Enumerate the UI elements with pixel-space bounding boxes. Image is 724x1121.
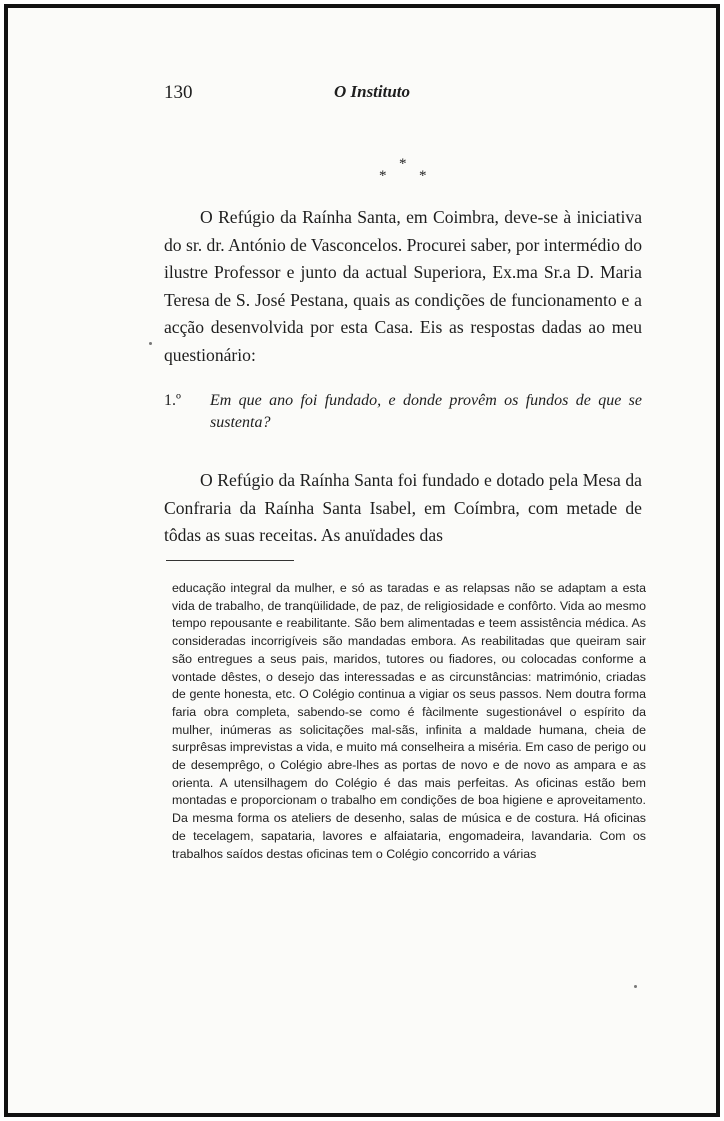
- section-separator: [363, 154, 443, 184]
- star-left: *: [379, 168, 387, 184]
- footnote-rule: [166, 560, 294, 561]
- page-header: [8, 82, 716, 106]
- scan-speck: [149, 342, 152, 345]
- paragraph-2: O Refúgio da Raínha Santa foi fundado e dotado pela Mesa da Confraria da Raínha Santa Isabel, em Coímbra, com metade de tôdas as suas receitas. As anuïdades das: [164, 470, 642, 546]
- scanned-page: [4, 4, 720, 1117]
- question-text: Em que ano foi fundado, e donde provêm os fundos de que se sustenta?: [210, 392, 642, 431]
- page-number: 130: [164, 82, 193, 103]
- running-title: O Instituto: [333, 82, 411, 101]
- scan-speck: [634, 985, 637, 988]
- star-right: *: [419, 168, 427, 184]
- question-1: [164, 390, 642, 434]
- star-top: *: [399, 156, 407, 172]
- question-number: 1.º: [164, 392, 181, 409]
- paragraph-1: O Refúgio da Raínha Santa, em Coimbra, deve-se à iniciativa do sr. dr. António de Vasconcelos. Procurei saber, por intermédio do ilustre Professor e junto da actual Superiora, Ex.ma Sr.a D. Maria Teresa de S. José Pestana, quais as condições de funcionamento e a acção desenvolvida por esta Casa. Eis as respostas dadas ao meu questionário:: [164, 207, 642, 365]
- footnote: educação integral da mulher, e só as taradas e as relapsas não se adaptam a esta vida de trabalho, de tranqüilidade, de paz, de religiosidade e confôrto. Vida ao mesmo tempo repousante e reabilitante. São bem alimentadas e teem assistência médica. As consideradas incorrigíveis são mandadas embora. As reabilitadas que queiram sair são entregues a seus pais, maridos, tutores ou fiadores, ou colocadas conforme a vontade dêstes, o desejo das interessadas e as circunstâncias: matrimónio, criadas de gente honesta, etc. O Colégio continua a vigiar os seus passos. Nem doutra forma faria obra completa, sabendo-se como é fàcilmente sugestionável o espírito da mulher, inúmeras as solicitações mal-sãs, infinita a maldade humana, cheia de surprêsas imprevistas a vida, e muito má conselheira a miséria. Em caso de perigo ou de desemprêgo, o Colégio abre-lhes as portas de novo e de novo as ampara e as orienta. A utensilhagem do Colégio é das mais perfeitas. As oficinas estão bem montadas e proporcionam o trabalho em condições de boa higiene e aproveitamento. Da mesma forma os ateliers de desenho, salas de música e de costura. Há oficinas de tecelagem, sapataria, lavores e alfaiataria, engomadeira, lavandaria. Com os trabalhos saídos destas oficinas tem o Colégio concorrido a várias: [172, 581, 646, 861]
